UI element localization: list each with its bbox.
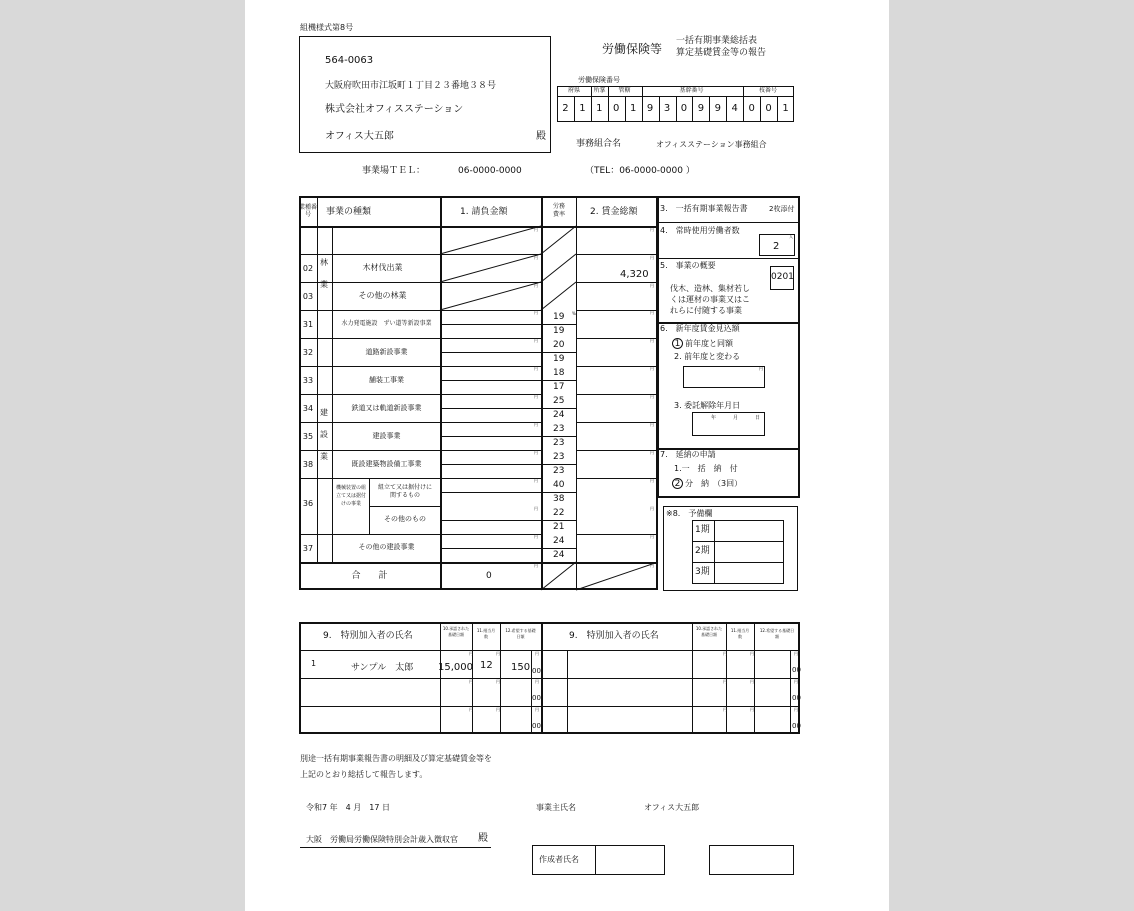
s6-option-1-text: 前年度と同額 — [685, 339, 733, 348]
insurance-digit: 9 — [714, 103, 721, 114]
diagonal-line — [541, 562, 576, 590]
period-1: 1期 — [695, 525, 710, 535]
tel-label: 事業場ＴＥＬ： — [362, 166, 426, 176]
tel-value: 06-0000-0000 — [458, 166, 522, 176]
note-1: 別途一括有期事業報告書の明細及び算定基礎賃金等を — [300, 754, 492, 763]
yen-unit: 円 — [534, 310, 538, 315]
row-code: 02 — [302, 264, 314, 273]
rate-value: 23 — [553, 452, 565, 462]
document-page — [245, 0, 889, 911]
tel-alt: （TEL：06-0000-0000 ） — [585, 166, 695, 176]
insurance-h-pref: 府県 — [567, 87, 580, 94]
yen-unit: 円 — [650, 422, 654, 427]
rate-value: 24 — [553, 410, 565, 420]
yen-unit: 円 — [534, 563, 538, 568]
yen-unit: 円 — [650, 506, 654, 511]
company-name: 株式会社オフィスステーション — [325, 104, 464, 115]
sp-row1-daily: 15,000 — [438, 662, 473, 673]
row-name: 建設事業 — [372, 432, 401, 440]
sp-h-base-left: 12.希望する基礎日額 — [505, 628, 536, 639]
person-name: オフィス大五郎 — [325, 131, 394, 142]
yen-unit: 円 — [650, 366, 654, 371]
yen-unit: 円 — [535, 679, 539, 684]
yen-unit: 円 — [534, 255, 538, 260]
h-wage: 2. 賃金総額 — [590, 207, 638, 217]
yen-unit: 円 — [650, 478, 654, 483]
row-wage: 4,320 — [620, 269, 649, 280]
yen-unit: 円 — [794, 651, 798, 656]
diagonal-line — [440, 254, 541, 282]
insurance-digit: 1 — [629, 103, 637, 114]
rate-value: 23 — [553, 424, 565, 434]
row-code: 32 — [302, 348, 314, 357]
yen-unit: 円 — [650, 563, 654, 568]
yen-unit: 円 — [650, 338, 654, 343]
period-2: 2期 — [695, 546, 710, 556]
s4-value: 2 — [773, 241, 780, 252]
yen-unit: 円 — [534, 283, 538, 288]
s8-label: ※8. 予備欄 — [666, 509, 713, 518]
row-name: 道路新設事業 — [365, 348, 408, 356]
honorific: 殿 — [536, 131, 546, 142]
yen-unit: 円 — [534, 534, 538, 539]
yen-unit: 円 — [750, 679, 754, 684]
rate-value: 24 — [553, 550, 565, 560]
yen-unit: 円 — [534, 338, 538, 343]
postal-code: 564-0063 — [325, 55, 374, 66]
decimal-value: 00 — [532, 694, 541, 702]
insurance-digit: 0 — [680, 103, 688, 114]
row36-sub1: 組立て又は据付けに関するもの — [377, 484, 432, 499]
row36-group: 機械装置の組立て又は据付けの事業 — [335, 485, 366, 507]
sp-row1-dec: 00 — [532, 667, 541, 675]
row-name: 舗装工事業 — [369, 376, 404, 384]
yen-unit: 円 — [534, 506, 538, 511]
diagonal-lines — [245, 0, 889, 911]
s6-cancel-label: 3. 委託解除年月日 — [674, 401, 741, 410]
rate-value: 19 — [553, 312, 565, 322]
yen-unit: 円 — [535, 651, 539, 656]
decimal-value: 00 — [792, 694, 801, 702]
insurance-digit: 1 — [579, 103, 586, 114]
insurance-digit: 2 — [562, 103, 569, 114]
month-unit: 月 — [733, 415, 739, 421]
sp-h-name-right: 9. 特別加入者の氏名 — [569, 631, 659, 641]
yen-unit: 円 — [496, 679, 500, 684]
year-unit: 年 — [711, 415, 717, 421]
creator-label: 作成者氏名 — [539, 855, 579, 864]
yen-unit: 円 — [469, 707, 473, 712]
rate-value: 38 — [553, 494, 565, 504]
yen-unit: 円 — [534, 422, 538, 427]
yen-unit: 円 — [750, 707, 754, 712]
row-name: 既設建築物設備工事業 — [351, 460, 422, 468]
row-name: 鉄道又は軌道新設事業 — [351, 404, 422, 412]
row-name: その他の林業 — [358, 291, 407, 300]
total-label: 合 計 — [351, 571, 388, 581]
sp-h-base-right: 12.希望する基礎日額 — [759, 628, 795, 639]
office-name: 大阪 労働局労働保険特別会計歳入徴収官 — [306, 835, 458, 844]
insurance-h-kankatsu: 管轄 — [618, 87, 631, 94]
insurance-h-shosho: 所掌 — [593, 87, 606, 94]
s4-label: 4. 常時使用労働者数 — [660, 226, 740, 235]
doc-subtitle-1: 一括有期事業総括表 — [676, 36, 758, 46]
yen-unit: 円 — [534, 450, 538, 455]
doc-subtitle-2: 算定基礎賃金等の報告 — [676, 48, 767, 58]
s3-label: 3. 一括有期事業報告書 — [660, 204, 748, 213]
row-name: 水力発電施設 ずい道等新設事業 — [341, 320, 432, 327]
yen-unit: 円 — [650, 255, 654, 260]
yen-unit: 円 — [534, 227, 538, 232]
employer-name: オフィス大五郎 — [644, 803, 700, 812]
insurance-h-eda: 枝番号 — [758, 87, 777, 94]
insurance-digit: 0 — [765, 103, 772, 114]
insurance-digit: 1 — [782, 103, 789, 114]
row-name: その他の建設事業 — [358, 543, 415, 551]
row-code: 31 — [302, 320, 314, 329]
pct-unit: % — [572, 311, 576, 316]
sp-row1-no: 1 — [311, 659, 317, 668]
s3-count: 2枚添付 — [769, 205, 795, 213]
rate-value: 21 — [553, 522, 565, 532]
yen-unit: 円 — [534, 478, 538, 483]
row-code: 33 — [302, 376, 314, 385]
insurance-digit: 9 — [646, 103, 654, 114]
s5-desc-1: 伐木、造林、集材若し — [670, 284, 750, 293]
row-code: 36 — [302, 499, 314, 508]
s6-label: 6. 新年度賃金見込額 — [660, 324, 740, 333]
row-code: 34 — [302, 404, 314, 413]
diagonal-line — [440, 226, 541, 254]
yen-unit: 円 — [650, 227, 654, 232]
decimal-value: 00 — [792, 666, 801, 674]
decimal-value: 00 — [532, 722, 541, 730]
report-date: 令和7 年 4 月 17 日 — [306, 803, 390, 812]
yen-unit: 円 — [794, 679, 798, 684]
yen-unit: 円 — [469, 679, 473, 684]
yen-unit: 円 — [496, 707, 500, 712]
h-rate: 労務費率 — [552, 203, 565, 218]
s7-option-1: 1.一 括 納 付 — [674, 464, 738, 473]
rate-value: 19 — [553, 326, 565, 336]
doc-title: 労働保険等 — [602, 42, 663, 56]
h-type: 事業の種類 — [326, 207, 372, 217]
sp-row1-weeks: 12 — [480, 660, 493, 671]
rate-value: 17 — [553, 382, 565, 392]
rate-value: 20 — [553, 340, 565, 350]
insurance-digit: 1 — [596, 103, 603, 114]
yen-unit: 円 — [723, 651, 727, 656]
sp-h-daily-right: 10.承認された基礎日額 — [695, 626, 723, 637]
rate-value: 19 — [553, 354, 565, 364]
h-code: 業種番号 — [299, 204, 318, 218]
form-number: 組機様式第8号 — [300, 23, 354, 32]
union-label: 事務組合名 — [576, 139, 622, 149]
yen-unit: 円 — [650, 534, 654, 539]
yen-unit: 円 — [794, 707, 798, 712]
sp-h-name-left: 9. 特別加入者の氏名 — [323, 631, 413, 641]
rate-value: 23 — [553, 438, 565, 448]
rate-value: 23 — [553, 466, 565, 476]
s6-option-2: 2. 前年度と変わる — [674, 352, 741, 361]
sp-h-weeks-left: 11.週当月数 — [476, 628, 496, 639]
day-unit: 日 — [755, 415, 761, 421]
group-construction: 建設業 — [320, 408, 328, 461]
insurance-digit: 0 — [613, 103, 620, 114]
diagonal-line — [440, 282, 541, 310]
rate-value: 22 — [553, 508, 565, 518]
s5-label: 5. 事業の概要 — [660, 261, 716, 270]
union-name: オフィスステーション事務組合 — [656, 140, 767, 149]
diagonal-line — [541, 282, 576, 310]
insurance-digit: 9 — [697, 103, 705, 114]
yen-unit: 円 — [750, 651, 754, 656]
yen-unit: 円 — [535, 707, 539, 712]
row-name: 木材伐出業 — [362, 263, 403, 272]
insurance-label: 労働保険番号 — [578, 76, 620, 84]
yen-unit: 円 — [534, 394, 538, 399]
rate-value: 25 — [553, 396, 565, 406]
s5-code: 0201 — [771, 272, 794, 282]
yen-unit: 円 — [650, 283, 654, 288]
s4-unit: 人 — [789, 234, 793, 239]
row-code: 37 — [302, 544, 314, 553]
sp-row1-name: サンプル 太郎 — [351, 663, 414, 673]
yen-unit: 円 — [723, 679, 727, 684]
row-code: 35 — [302, 432, 314, 441]
yen-unit: 円 — [759, 366, 763, 371]
circled-number: 2 — [672, 478, 683, 489]
rate-value: 18 — [553, 368, 565, 378]
s5-desc-2: くは運材の事業又はこ — [670, 295, 750, 304]
yen-unit: 円 — [469, 651, 473, 656]
insurance-h-kikan: 基幹番号 — [679, 87, 704, 94]
yen-unit: 円 — [650, 310, 654, 315]
office-honorific: 殿 — [478, 833, 488, 844]
insurance-digit: 3 — [663, 103, 671, 114]
diagonal-line — [541, 254, 576, 282]
h-contract: 1. 請負金額 — [460, 207, 508, 217]
yen-unit: 円 — [496, 651, 500, 656]
yen-unit: 円 — [534, 366, 538, 371]
sp-h-weeks-right: 11.週当月数 — [730, 628, 750, 639]
diagonal-line — [576, 562, 658, 590]
address-line: 大阪府吹田市江坂町１丁目２３番地３８号 — [325, 81, 497, 91]
insurance-digit: 0 — [748, 103, 755, 114]
circled-number: 1 — [672, 338, 683, 349]
yen-unit: 円 — [650, 394, 654, 399]
employer-label: 事業主氏名 — [536, 803, 576, 812]
total-value: 0 — [486, 571, 492, 581]
rate-value: 24 — [553, 536, 565, 546]
s5-desc-3: れらに付随する事業 — [670, 306, 742, 315]
s7-option-2-text: 分 納 （3回） — [685, 479, 743, 488]
decimal-value: 00 — [792, 722, 801, 730]
row36-sub2: その他のもの — [384, 515, 426, 523]
yen-unit: 円 — [650, 450, 654, 455]
diagonal-line — [541, 226, 576, 254]
sp-row1-base: 150 — [511, 662, 531, 673]
insurance-digit: 4 — [731, 103, 738, 114]
sp-h-daily-left: 10.承認された基礎日額 — [442, 626, 470, 637]
s7-label: 7. 延納の申請 — [660, 450, 716, 459]
yen-unit: 円 — [723, 707, 727, 712]
period-3: 3期 — [695, 567, 710, 577]
note-2: 上記のとおり総括して報告します。 — [300, 770, 428, 779]
row-code: 38 — [302, 460, 314, 469]
rate-value: 40 — [553, 480, 565, 490]
group-forest: 林業 — [320, 258, 328, 289]
row-code: 03 — [302, 292, 314, 301]
